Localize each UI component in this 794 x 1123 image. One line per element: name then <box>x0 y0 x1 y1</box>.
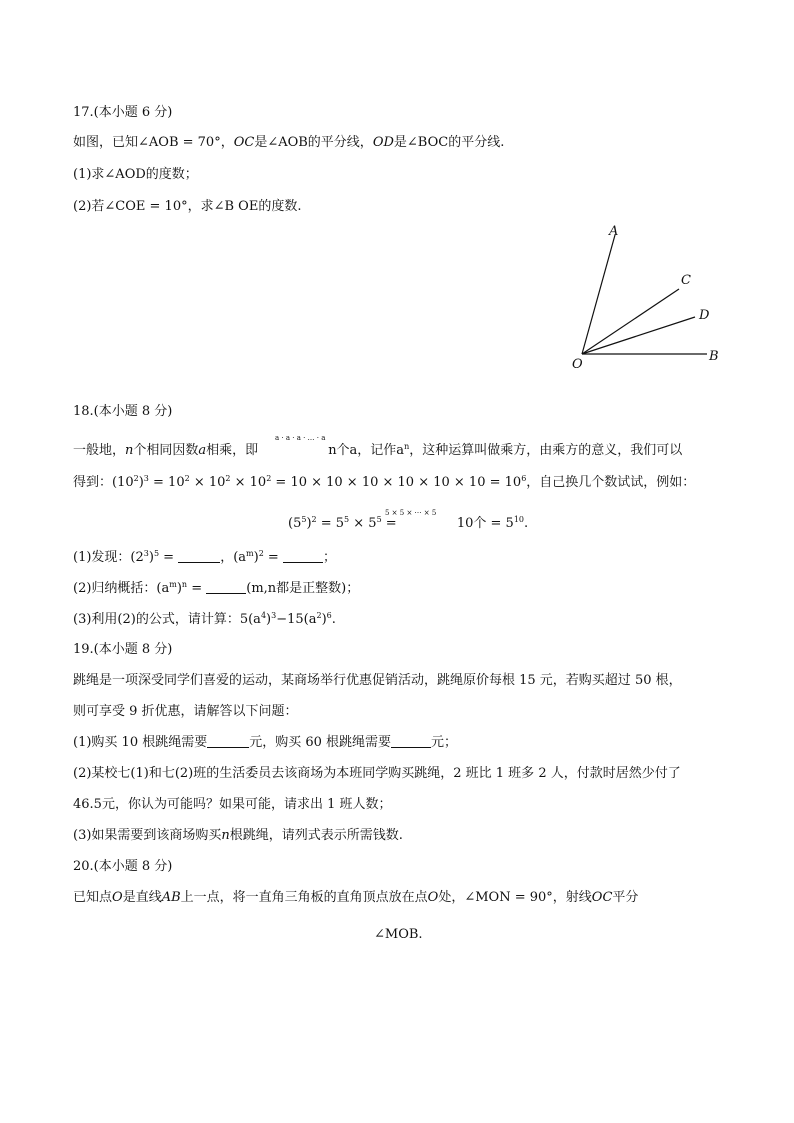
q17-statement: 如图，已知∠AOB = 70°，OC是∠AOB的平分线，OD是∠BOC的平分线. <box>73 135 505 150</box>
q18-part2: (2)归纳概括：$(a^m)^n = (m,n$都是正整数)； <box>73 580 360 596</box>
q20-line1: 已知点O是直线AB上一点，将一直角三角板的直角顶点放在点O处，∠MON = 90°，射线OC平分 <box>73 890 639 905</box>
q17-part1: (1)求∠AOD的度数； <box>73 167 198 182</box>
answer-blank[interactable] <box>207 735 249 748</box>
q18-overset-product: a · a · a · … · a <box>275 434 326 442</box>
q18-overset-fives: 5 × 5 × ⋯ × 5 <box>385 509 437 517</box>
q19-line1: 跳绳是一项深受同学们喜爱的运动，某商场举行优惠促销活动，跳绳原价每根 15 元，若购买超过 50 根， <box>73 673 682 688</box>
label-a: A <box>609 224 619 239</box>
q19-line2: 则可享受 9 折优惠，请解答以下问题： <box>73 704 298 719</box>
q17-angle-figure <box>560 215 740 375</box>
q18-line1: 一般地，n个相同因数a相乘，即 n个a，记作$a^n$，这种运算叫做乘方，由乘方的意义，我们可以 <box>73 442 683 458</box>
q19-part3: (3)如果需要到该商场购买n根跳绳，请列式表示所需钱数. <box>73 828 403 843</box>
answer-blank[interactable] <box>178 550 220 563</box>
q18-line3: $(5^5)^2 = 5^5 \times 5^5 = 10$个 = $5^{10}$. <box>288 515 529 531</box>
q18-line2: 得到：$(10^2)^3 = 10^2 \times 10^2 \times 10^2 = 10 \times 10 \times 10 \times 10 \times 10 \times 10 = 10^6$，自己换几个数试试，例如： <box>73 474 696 490</box>
q17-header: 17.(本小题 6 分) <box>73 105 173 120</box>
answer-blank[interactable] <box>391 735 431 748</box>
q18-header: 18.(本小题 8 分) <box>73 404 173 419</box>
label-o: O <box>572 357 583 372</box>
ray-od <box>582 317 695 354</box>
q19-part2-line1: (2)某校七(1)和七(2)班的生活委员去该商场为本班同学购买跳绳，2 班比 1 班多 2 人，付款时居然少付了 <box>73 766 681 781</box>
q19-header: 19.(本小题 8 分) <box>73 642 173 657</box>
q18-part1: (1)发现：$(2^3)^5$ = ，$(a^m)^2$ = ； <box>73 549 336 565</box>
answer-blank[interactable] <box>206 581 246 594</box>
answer-blank[interactable] <box>283 550 323 563</box>
label-d: D <box>699 308 710 323</box>
q20-header: 20.(本小题 8 分) <box>73 859 173 874</box>
label-c: C <box>681 273 691 288</box>
label-b: B <box>709 349 719 364</box>
ray-oa <box>582 235 615 354</box>
q19-part2-line2: 46.5元，你认为可能吗？如果可能，请求出 1 班人数； <box>73 797 392 812</box>
q20-line2: ∠MOB. <box>374 927 423 942</box>
q18-part3: (3)利用(2)的公式，请计算：$5(a^4)^3-15(a^2)^6$. <box>73 611 336 627</box>
ray-oc <box>582 289 679 354</box>
q19-part1: (1)购买 10 根跳绳需要 元，购买 60 根跳绳需要 元； <box>73 735 458 750</box>
q17-part2: (2)若∠COE = 10°，求∠B OE的度数. <box>73 199 302 214</box>
